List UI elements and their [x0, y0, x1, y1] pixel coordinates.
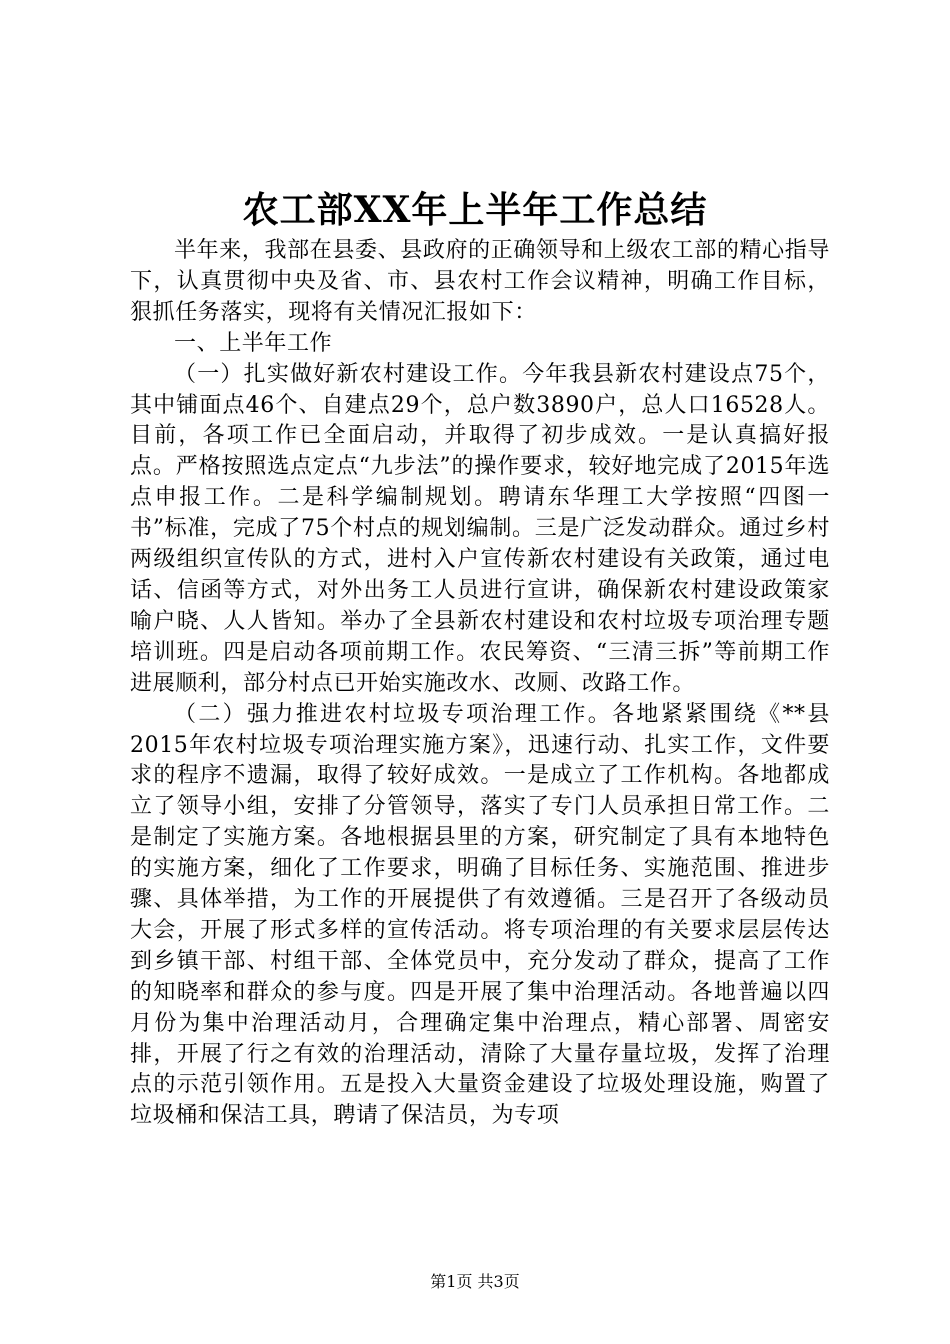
paragraph-section-heading: 一、上半年工作 [174, 330, 333, 356]
document-title: 农工部XX年上半年工作总结 [242, 189, 708, 231]
paragraph-garbage-treatment: （二）强力推进农村垃圾专项治理工作。各地紧紧围绕《**县2015年农村垃圾专项治理实施方案》，迅速行动、扎实工作，文件要求的程序不遗漏，取得了较好成效。一是成立了工作机构。各地都成立了领导小组，安排了分管领导，落实了专门人员承担日常工作。二是制定了实施方案。各地根据县里的方案，研究制定了具有本地特色的实施方案，细化了工作要求，明确了目标任务、实施范围、推进步骤、具体举措，为工作的开展提供了有效遵循。三是召开了各级动员大会，开展了形式多样的宣传活动。将专项治理的有关要求层层传达到乡镇干部、村组干部、全体党员中，充分发动了群众，提高了工作的知晓率和群众的参与度。四是开展了集中治理活动。各地普遍以四月份为集中治理活动月，合理确定集中治理点，精心部署、周密安排，开展了行之有效的治理活动，清除了大量存量垃圾，发挥了治理点的示范引领作用。五是投入大量资金建设了垃圾处理设施，购置了垃圾桶和保洁工具，聘请了保洁员，为专项 [130, 701, 830, 1129]
paragraph-new-countryside: （一）扎实做好新农村建设工作。今年我县新农村建设点75个，其中铺面点46个、自建点29个，总户数3890户，总人口16528人。目前，各项工作已全面启动，并取得了初步成效。一是认真搞好报点。严格按照选点定点“九步法”的操作要求，较好地完成了2015年选点申报工作。二是科学编制规划。聘请东华理工大学按照“四图一书”标准，完成了75个村点的规划编制。三是广泛发动群众。通过乡村两级组织宣传队的方式，进村入户宣传新农村建设有关政策，通过电话、信函等方式，对外出务工人员进行宣讲，确保新农村建设政策家喻户晓、人人皆知。举办了全县新农村建设和农村垃圾专项治理专题培训班。四是启动各项前期工作。农民筹资、“三清三拆”等前期工作进展顺利，部分村点已开始实施改水、改厕、改路工作。 [130, 361, 830, 696]
paragraph-intro: 半年来，我部在县委、县政府的正确领导和上级农工部的精心指导下，认真贯彻中央及省、市、县农村工作会议精神，明确工作目标，狠抓任务落实，现将有关情况汇报如下： [130, 238, 830, 325]
document-body [130, 236, 830, 1132]
page-footer: 第1页 共3页 [430, 1272, 520, 1291]
